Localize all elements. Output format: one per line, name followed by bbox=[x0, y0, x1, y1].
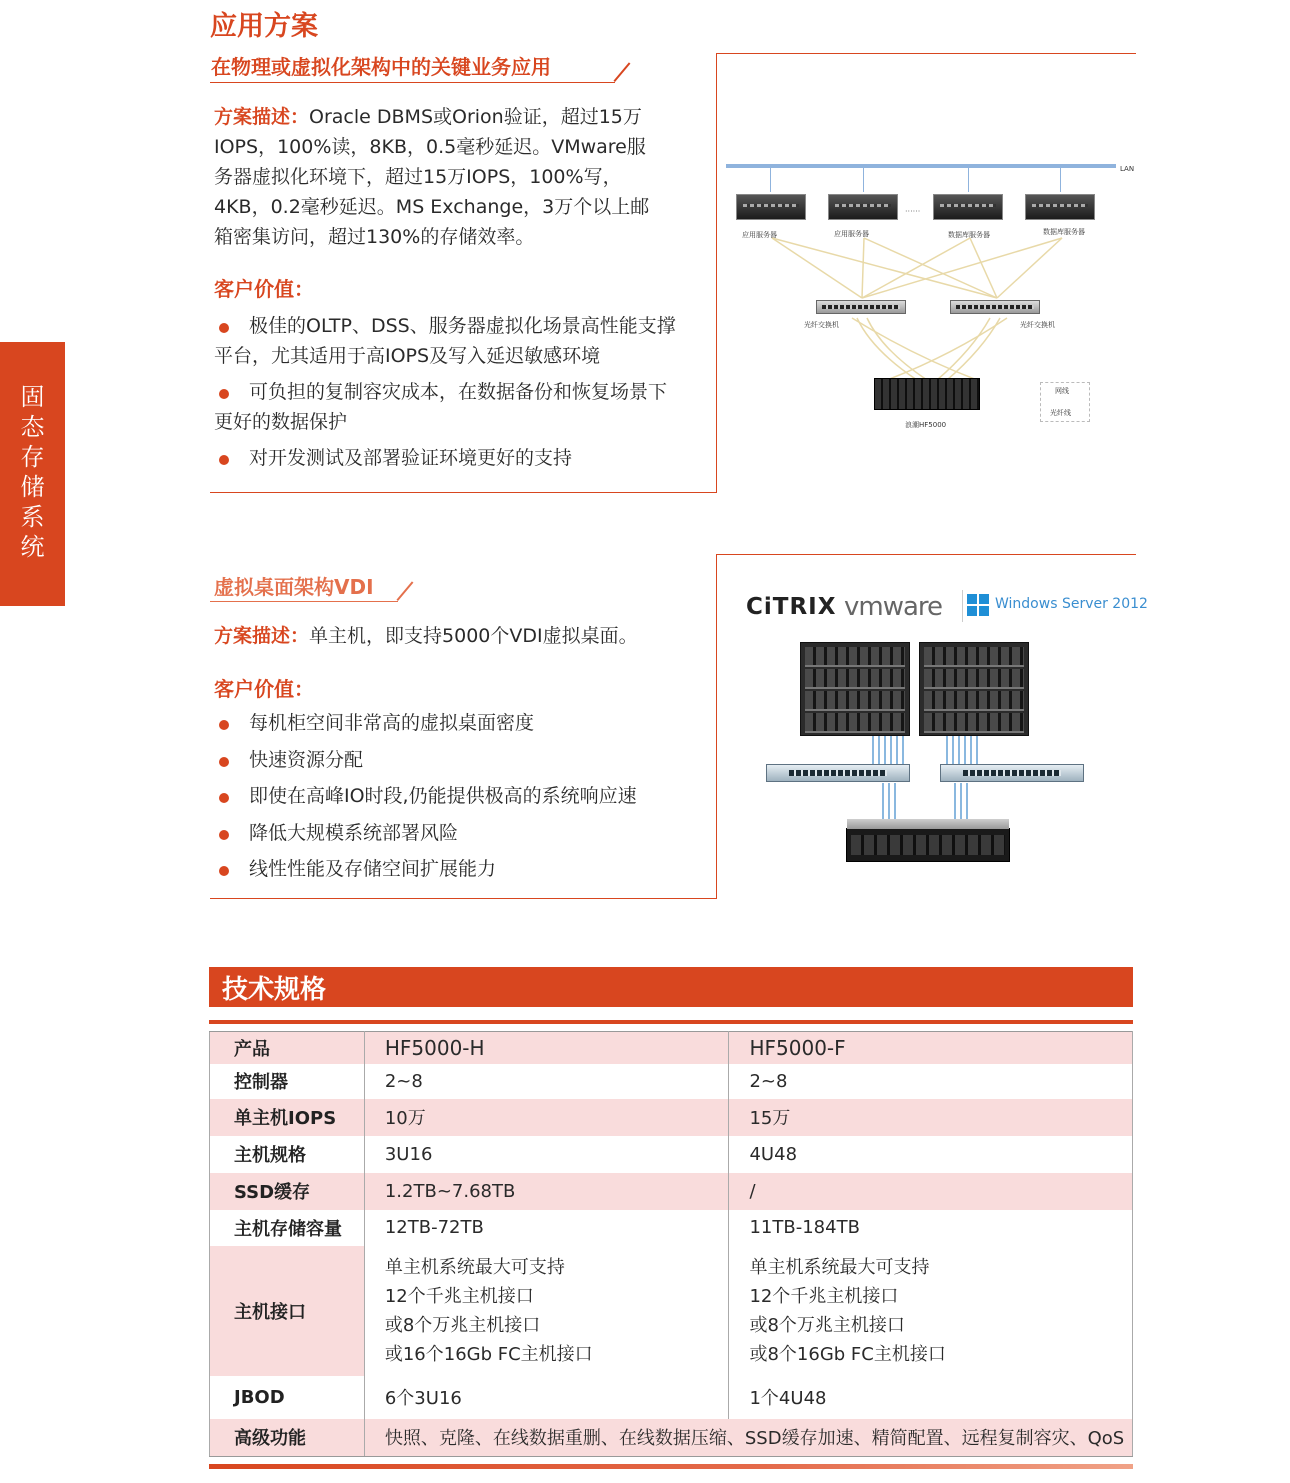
lan-label: LAN bbox=[1120, 165, 1135, 173]
subtitle-underline bbox=[210, 601, 398, 602]
description-line: Oracle DBMS或Orion验证，超过15万 bbox=[309, 106, 642, 128]
row-label: 单主机IOPS bbox=[210, 1099, 365, 1136]
description-text: 单主机，即支持5000个VDI虚拟桌面。 bbox=[309, 625, 638, 647]
server-label: 数据库服务器 bbox=[948, 231, 990, 239]
vdi-illustration bbox=[722, 580, 1148, 890]
fc-switch bbox=[950, 300, 1040, 314]
frame-top-line bbox=[716, 554, 1136, 555]
table-row bbox=[210, 1210, 1133, 1246]
spec-title: 技术规格 bbox=[222, 975, 327, 1005]
section-heading: 应用方案 bbox=[210, 11, 318, 42]
table-row bbox=[210, 1064, 1133, 1099]
side-tab-char: 系 bbox=[20, 503, 45, 531]
cell: HF5000-F bbox=[729, 1032, 1133, 1064]
cell: 3U16 bbox=[364, 1136, 729, 1173]
cell: 快照、克隆、在线数据重删、在线数据压缩、SSD缓存加速、精简配置、远程复制容灾、QoS bbox=[364, 1419, 1132, 1457]
switch-label: 光纤交换机 bbox=[804, 321, 839, 329]
section2-description bbox=[214, 621, 694, 651]
cell: 单主机系统最大可支持 12个千兆主机接口 或8个万兆主机接口 或8个16Gb FC主机接口 bbox=[729, 1246, 1133, 1376]
frame-bottom-line bbox=[210, 492, 717, 493]
page-bottom-rule bbox=[209, 1464, 1133, 1469]
cell: 10万 bbox=[364, 1099, 729, 1136]
description-line: 务器虚拟化环境下，超过15万IOPS，100%写， bbox=[214, 166, 622, 188]
section1-description bbox=[214, 102, 694, 252]
row-label: 高级功能 bbox=[210, 1419, 365, 1457]
subtitle-underline bbox=[210, 82, 615, 83]
section2-subtitle: 虚拟桌面架构VDI bbox=[214, 575, 374, 599]
storage-label: 浪潮HF5000 bbox=[905, 421, 947, 429]
table-row bbox=[210, 1246, 1133, 1376]
network-switch bbox=[940, 764, 1084, 782]
cable-bundle bbox=[882, 783, 900, 819]
table-row bbox=[210, 1099, 1133, 1136]
cell: 单主机系统最大可支持 12个千兆主机接口 或8个万兆主机接口 或16个16Gb FC主机接口 bbox=[364, 1246, 729, 1376]
cell: 4U48 bbox=[729, 1136, 1133, 1173]
cell: HF5000-H bbox=[364, 1032, 729, 1064]
side-tab-char: 态 bbox=[20, 413, 45, 441]
table-row bbox=[210, 1376, 1133, 1419]
subtitle-slash bbox=[396, 581, 413, 601]
cell: 1个4U48 bbox=[729, 1376, 1133, 1419]
cable-bundle bbox=[872, 736, 908, 764]
server-rack bbox=[800, 642, 910, 736]
spec-header-rule bbox=[209, 1020, 1133, 1024]
cell: 6个3U16 bbox=[364, 1376, 729, 1419]
storage-array bbox=[874, 378, 980, 410]
vmware-logo: vmware bbox=[844, 592, 943, 622]
table-row bbox=[210, 1136, 1133, 1173]
side-tab-char: 储 bbox=[20, 473, 45, 501]
fc-switch bbox=[816, 300, 906, 314]
cable-bundle bbox=[946, 736, 982, 764]
cable-bundle bbox=[954, 783, 972, 819]
frame-divider bbox=[716, 554, 717, 899]
server-label: 数据库服务器 bbox=[1043, 228, 1085, 236]
section1-value-list bbox=[214, 311, 709, 473]
table-row bbox=[210, 1419, 1133, 1457]
description-line: IOPS，100%读，8KB，0.5毫秒延迟。VMware服 bbox=[214, 136, 646, 158]
server-rack bbox=[919, 642, 1029, 736]
description-label: 方案描述： bbox=[214, 106, 310, 128]
row-label: 产品 bbox=[210, 1032, 365, 1064]
hf5000-storage bbox=[846, 828, 1010, 862]
legend-fiber-cable: 光纤线 bbox=[1050, 409, 1071, 417]
windows-server-logo bbox=[962, 590, 1148, 622]
side-tab-char: 固 bbox=[20, 383, 45, 411]
spec-table bbox=[209, 1031, 1133, 1457]
row-label: JBOD bbox=[210, 1376, 365, 1419]
list-item: 每机柜空间非常高的虚拟桌面密度 bbox=[214, 708, 709, 738]
section2-value-list bbox=[214, 708, 709, 884]
subtitle-slash bbox=[613, 62, 630, 82]
row-label: 主机接口 bbox=[210, 1246, 365, 1376]
cell: 2~8 bbox=[729, 1064, 1133, 1099]
row-label: 主机存储容量 bbox=[210, 1210, 365, 1246]
cell: 15万 bbox=[729, 1099, 1133, 1136]
table-row bbox=[210, 1032, 1133, 1064]
cell: 11TB-184TB bbox=[729, 1210, 1133, 1246]
description-line: 4KB，0.2毫秒延迟。MS Exchange，3万个以上邮 bbox=[214, 196, 650, 218]
description-label: 方案描述： bbox=[214, 625, 310, 647]
section1-subtitle: 在物理或虚拟化架构中的关键业务应用 bbox=[211, 55, 551, 79]
cell: / bbox=[729, 1173, 1133, 1210]
customer-value-heading: 客户价值： bbox=[214, 677, 314, 701]
cell: 2~8 bbox=[364, 1064, 729, 1099]
list-item: 快速资源分配 bbox=[214, 745, 709, 775]
cell: 12TB-72TB bbox=[364, 1210, 729, 1246]
citrix-logo: CiTRIX bbox=[746, 594, 837, 620]
legend-lan-cable: 网线 bbox=[1055, 387, 1069, 395]
switch-label: 光纤交换机 bbox=[1020, 321, 1055, 329]
cell: 1.2TB~7.68TB bbox=[364, 1173, 729, 1210]
customer-value-heading: 客户价值： bbox=[214, 277, 314, 301]
frame-bottom-line bbox=[210, 898, 717, 899]
row-label: 控制器 bbox=[210, 1064, 365, 1099]
list-item: 极佳的OLTP、DSS、服务器虚拟化场景高性能支撑 平台，尤其适用于高IOPS及写入延迟敏感环境 bbox=[214, 311, 709, 371]
server-label: 应用服务器 bbox=[742, 231, 777, 239]
frame-top-line bbox=[716, 53, 1136, 54]
server-label: 应用服务器 bbox=[834, 230, 869, 238]
frame-divider bbox=[716, 53, 717, 493]
list-item: 即使在高峰IO时段,仍能提供极高的系统响应速 bbox=[214, 781, 709, 811]
windows-flag-icon bbox=[967, 594, 989, 616]
table-row bbox=[210, 1173, 1133, 1210]
network-switch bbox=[766, 764, 910, 782]
spec-section-header bbox=[209, 967, 1133, 1007]
windows-server-label: Windows Server 2012 bbox=[995, 596, 1148, 612]
list-item: 降低大规模系统部署风险 bbox=[214, 818, 709, 848]
row-label: 主机规格 bbox=[210, 1136, 365, 1173]
side-tab-char: 统 bbox=[20, 533, 45, 561]
description-line: 箱密集访问，超过130%的存储效率。 bbox=[214, 226, 535, 248]
side-tab-char: 存 bbox=[20, 443, 45, 471]
list-item: 可负担的复制容灾成本，在数据备份和恢复场景下 更好的数据保护 bbox=[214, 377, 709, 437]
side-tab-solid-state-storage bbox=[0, 342, 65, 606]
row-label: SSD缓存 bbox=[210, 1173, 365, 1210]
network-topology-diagram: LAN ······ 应用服务器 应用服务器 数据库服务器 数据库服务器 光纤交换机 光纤交换机 浪潮HF5000 网线 光纤线 bbox=[722, 150, 1142, 440]
list-item: 对开发测试及部署验证环境更好的支持 bbox=[214, 443, 709, 473]
list-item: 线性性能及存储空间扩展能力 bbox=[214, 854, 709, 884]
